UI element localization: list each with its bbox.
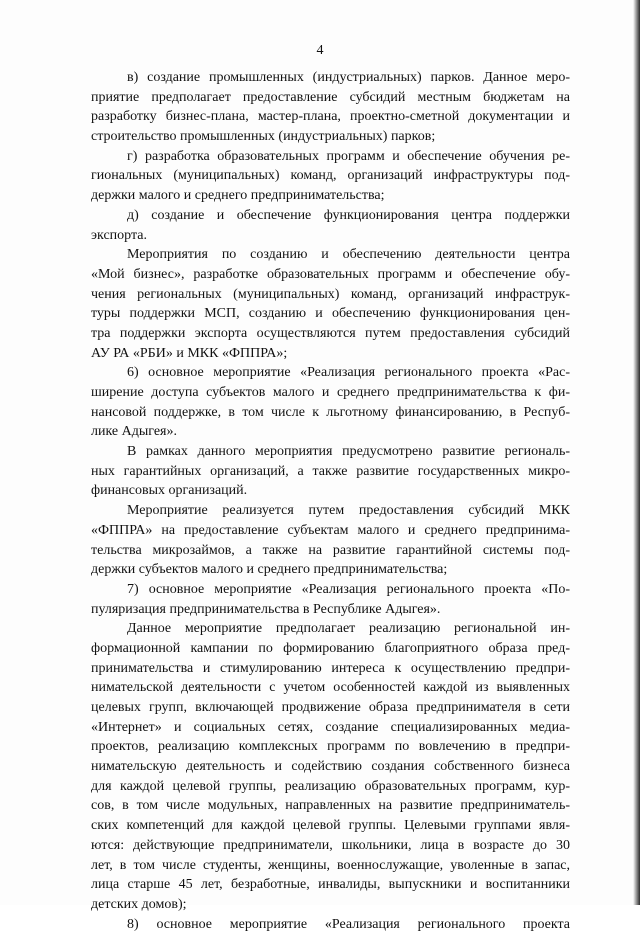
text-line: «Интернет» и социальных сетях, создание специализированных медиа- [91, 719, 570, 735]
text-line: гиональных (муниципальных) команд, организаций инфраструктуры под- [91, 168, 570, 184]
scan-edge-shadow [633, 0, 640, 905]
text-line: приятие предполагает предоставление субсидий местным бюджетам на [91, 89, 570, 105]
text-line: сов, в том числе модульных, направленных на развитие предприниматель- [91, 798, 570, 814]
text-line: д) создание и обеспечение функционирования центра поддержки [127, 207, 570, 223]
text-line: г) разработка образовательных программ и обеспечение обучения ре- [127, 148, 570, 164]
text-line: строительство промышленных (индустриальных) парков; [91, 129, 436, 145]
text-line: пуляризация предпринимательства в Республике Адыгея». [91, 601, 441, 617]
text-line: формационной кампании по формированию благоприятного образа пред- [91, 640, 570, 656]
text-line: лике Адыгея». [91, 424, 177, 440]
text-line: В рамках данного мероприятия предусмотрено развитие региональ- [127, 444, 570, 460]
text-line: финансовых организаций. [91, 483, 248, 499]
text-line: Мероприятия по созданию и обеспечению деятельности центра [127, 247, 570, 263]
text-line: разработку бизнес-плана, мастер-плана, проектно-сметной документации и [91, 109, 570, 125]
text-line: тра поддержки экспорта осуществляются путем предоставления субсидий [91, 325, 570, 341]
text-line: «Мой бизнес», разработке образовательных программ и обеспечение обу- [91, 266, 570, 282]
text-line: ских компетенций для каждой целевой группы. Целевыми группами явля- [91, 818, 570, 834]
page-number: 4 [316, 43, 324, 58]
body-text [91, 68, 570, 934]
text-line: экспорта. [91, 227, 147, 243]
text-line: детских домов); [91, 896, 187, 912]
text-line: нансовой поддержке, в том числе к льготному финансированию, в Респуб- [91, 404, 570, 420]
text-line: «ФППРА» на предоставление субъектам малого и среднего предпринима- [91, 522, 570, 538]
text-line: АУ РА «РБИ» и МКК «ФППРА»; [91, 345, 288, 361]
text-line: держки субъектов малого и среднего предпринимательства; [91, 562, 448, 578]
text-line: 8) основное мероприятие «Реализация регионального проекта [127, 916, 570, 932]
text-line: для каждой целевой группы, реализацию образовательных программ, кур- [91, 778, 570, 794]
text-line: ширение доступа субъектов малого и среднего предпринимательства к фи- [91, 385, 570, 400]
text-line: чения региональных (муниципальных) команд, организаций инфраструк- [91, 286, 570, 302]
text-line: Мероприятие реализуется путем предоставления субсидий МКК [127, 503, 570, 519]
text-line: держки малого и среднего предпринимательства; [91, 188, 385, 204]
text-line: в) создание промышленных (индустриальных) парков. Данное меро- [127, 70, 570, 85]
text-line: Данное мероприятие предполагает реализацию региональной ин- [127, 621, 570, 637]
text-line: лет, в том числе студенты, женщины, военнослужащие, уволенные в запас, [91, 857, 570, 873]
text-line: проектов, реализацию комплексных программ по вовлечению в предпри- [91, 739, 570, 755]
text-line: 6) основное мероприятие «Реализация регионального проекта «Рас- [127, 365, 570, 381]
text-line: нимательскую деятельность и содействию создания собственного бизнеса [91, 759, 570, 775]
text-line: целевых групп, включающей продвижение образа предпринимателя в сети [91, 700, 570, 715]
text-line: ных гарантийных организаций, а также развитие государственных микро- [91, 463, 570, 479]
text-line: тельства микрозаймов, а также на развитие гарантийной системы под- [91, 542, 570, 558]
text-line: лица старше 45 лет, безработные, инвалиды, выпускники и воспитанники [91, 877, 570, 893]
text-line: туры поддержки МСП, созданию и обеспечению функционирования цен- [91, 306, 570, 322]
text-line: ются: действующие предприниматели, школьники, лица в возрасте до 30 [91, 837, 570, 853]
text-line: принимательства и стимулированию интереса к осуществлению предпри- [91, 660, 570, 676]
text-line: нимательской деятельности с учетом особенностей каждой из выявленных [91, 680, 570, 696]
text-line: 7) основное мероприятие «Реализация регионального проекта «По- [127, 581, 570, 597]
